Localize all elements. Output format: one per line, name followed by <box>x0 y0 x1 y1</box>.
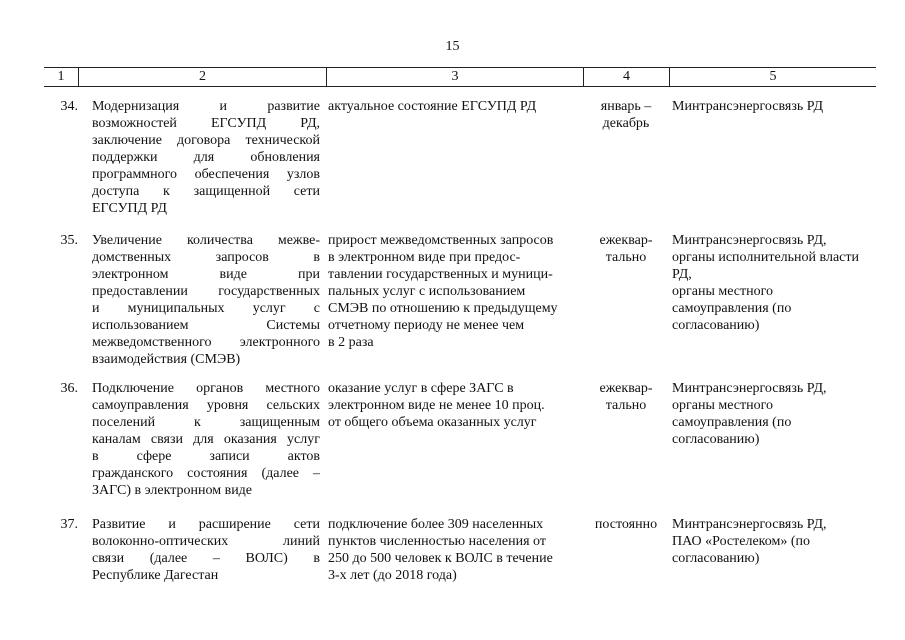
indicator-text-line: в электронном виде при предос- <box>328 250 521 265</box>
executor-text-line: самоуправления (по <box>672 415 792 430</box>
indicator-text <box>328 98 580 115</box>
row-number: 34. <box>60 99 78 114</box>
measure-text-line: гражданского состояния (далее – <box>92 466 320 481</box>
indicator-text-line: прирост межведомственных запросов <box>328 233 554 248</box>
executor-text-line: РД, <box>672 267 692 282</box>
measure-text-line: связи (далее – ВОЛС) в <box>92 551 320 566</box>
indicator-text-line: актуальное состояние ЕГСУПД РД <box>328 99 537 114</box>
indicator-text-line: электронном виде не менее 10 проц. <box>328 398 545 413</box>
period-text-line: тально <box>605 398 647 413</box>
measure-text-line: Увеличение количества межве- <box>92 233 320 248</box>
measure-text-line: ЕГСУПД РД <box>92 201 167 216</box>
indicator-text <box>328 516 580 584</box>
header-col-2: 2 <box>199 69 206 84</box>
indicator-text-line: СМЭВ по отношению к предыдущему <box>328 301 558 316</box>
measure-text-line: электронном виде при <box>92 267 320 282</box>
executor-text-line: Минтрансэнергосвязь РД <box>672 99 824 114</box>
measure-text-line: заключение договора технической <box>92 133 320 148</box>
measure-text-line: Модернизация и развитие <box>92 99 320 114</box>
measure-text <box>92 380 320 499</box>
period-text-line: ежеквар- <box>599 233 653 248</box>
measure-text-line: доступа к защищенной сети <box>92 184 320 199</box>
measure-text-line: каналам связи для оказания услуг <box>92 432 320 447</box>
executor-text-line: органы местного <box>672 398 773 413</box>
row-number: 36. <box>60 381 78 396</box>
measure-text-line: волоконно-оптических линий <box>92 534 320 549</box>
period-text-line: декабрь <box>602 116 650 131</box>
measure-text-line: домственных запросов в <box>92 250 320 265</box>
executor-text-line: Минтрансэнергосвязь РД, <box>672 233 827 248</box>
executor-text-line: согласованию) <box>672 551 760 566</box>
measure-text-line: Подключение органов местного <box>92 381 320 396</box>
measure-text-line: использованием Системы <box>92 318 320 333</box>
measure-text-line: программного обеспечения узлов <box>92 167 320 182</box>
indicator-text-line: от общего объема оказанных услуг <box>328 415 537 430</box>
executor-text-line: согласованию) <box>672 318 760 333</box>
measure-text-line: Развитие и расширение сети <box>92 517 320 532</box>
measure-text-line: самоуправления уровня сельских <box>92 398 320 413</box>
measure-text-line: взаимодействия (СМЭВ) <box>92 352 241 367</box>
executor-text-line: органы местного <box>672 284 773 299</box>
executor-text <box>672 98 882 115</box>
period-text <box>588 232 664 266</box>
indicator-text-line: тавлении государственных и муници- <box>328 267 553 282</box>
header-col-5: 5 <box>769 69 777 84</box>
indicator-text-line: пунктов численностью населения от <box>328 534 546 549</box>
indicator-text-line: пальных услуг с использованием <box>328 284 526 299</box>
executor-text-line: ПАО «Ростелеком» (по <box>672 534 811 549</box>
period-text-line: январь – <box>600 99 652 114</box>
executor-text <box>672 380 882 448</box>
executor-text-line: органы исполнительной власти <box>672 250 859 265</box>
indicator-text-line: 250 до 500 человек к ВОЛС в течение <box>328 551 553 566</box>
period-text <box>588 98 664 132</box>
measure-text <box>92 98 320 217</box>
measure-text-line: поселений к защищенным <box>92 415 320 430</box>
period-text-line: ежеквар- <box>599 381 653 396</box>
measure-text <box>92 232 320 368</box>
indicator-text-line: 3-х лет (до 2018 года) <box>328 568 457 583</box>
period-text-line: тально <box>605 250 647 265</box>
measure-text <box>92 516 320 584</box>
indicator-text-line: оказание услуг в сфере ЗАГС в <box>328 381 514 396</box>
period-text <box>588 516 664 533</box>
measure-text-line: возможностей ЕГСУПД РД, <box>92 116 320 131</box>
executor-text-line: самоуправления (по <box>672 301 792 316</box>
row-number: 35. <box>60 233 78 248</box>
measure-text-line: ЗАГС) в электронном виде <box>92 483 253 498</box>
period-text <box>588 380 664 414</box>
period-text-line: постоянно <box>594 517 658 532</box>
page-number: 15 <box>445 39 460 54</box>
executor-text <box>672 516 882 567</box>
measure-text-line: Республике Дагестан <box>92 568 219 583</box>
indicator-text-line: подключение более 309 населенных <box>328 517 544 532</box>
measure-text-line: и муниципальных услуг с <box>92 301 320 316</box>
measure-text-line: предоставлении государственных <box>92 284 320 299</box>
indicator-text-line: отчетному периоду не менее чем <box>328 318 525 333</box>
measure-text-line: межведомственного электронного <box>92 335 320 350</box>
executor-text-line: Минтрансэнергосвязь РД, <box>672 381 827 396</box>
executor-text-line: согласованию) <box>672 432 760 447</box>
indicator-text <box>328 232 580 351</box>
executor-text <box>672 232 882 334</box>
indicator-text <box>328 380 580 431</box>
measure-text-line: в сфере записи актов <box>92 449 320 464</box>
measure-text-line: поддержки для обновления <box>92 150 320 165</box>
header-col-3: 3 <box>451 69 459 84</box>
header-col-1: 1 <box>57 69 65 84</box>
table-header-row <box>44 67 876 87</box>
executor-text-line: Минтрансэнергосвязь РД, <box>672 517 827 532</box>
row-number: 37. <box>60 517 78 532</box>
indicator-text-line: в 2 раза <box>328 335 374 350</box>
header-col-4: 4 <box>623 69 630 84</box>
